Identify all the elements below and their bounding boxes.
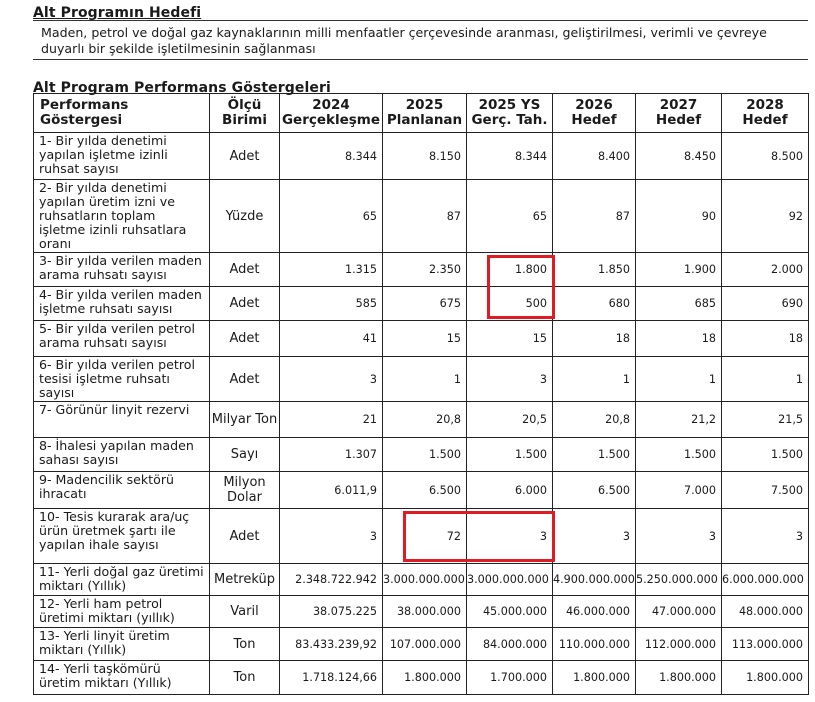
header-2026-target: 2026 Hedef: [553, 94, 636, 133]
value-cell: 3: [280, 509, 383, 564]
unit-cell: Sayı: [210, 438, 280, 472]
value-cell: 2.000: [722, 253, 809, 287]
value-cell: 3: [722, 509, 809, 564]
value-cell: 7.500: [722, 472, 809, 509]
table-row: [34, 438, 809, 472]
value-cell: 107.000.000: [383, 628, 467, 661]
value-cell: 1.500: [553, 438, 636, 472]
value-cell: 18: [553, 321, 636, 357]
value-cell: 15: [383, 321, 467, 357]
table-row: [34, 133, 809, 180]
value-cell: 112.000.000: [636, 628, 722, 661]
table-row: [34, 628, 809, 661]
value-cell: 8.450: [636, 133, 722, 180]
value-cell: 1.718.124,66: [280, 661, 383, 695]
value-cell: 1.315: [280, 253, 383, 287]
value-cell: 1: [553, 357, 636, 402]
value-cell: 87: [383, 180, 467, 253]
value-cell: 1.800: [467, 253, 553, 287]
value-cell: 1: [383, 357, 467, 402]
value-cell: 18: [636, 321, 722, 357]
value-cell: 1: [722, 357, 809, 402]
value-cell: 21: [280, 402, 383, 438]
header-2028-target: 2028 Hedef: [722, 94, 809, 133]
value-cell: 38.000.000: [383, 596, 467, 628]
table-row: [34, 321, 809, 357]
indicator-name-cell: 12- Yerli ham petrol üretimi miktarı (yıllık): [34, 596, 210, 628]
value-cell: 1.800.000: [636, 661, 722, 695]
value-cell: 46.000.000: [553, 596, 636, 628]
value-cell: 6.500: [383, 472, 467, 509]
value-cell: 8.150: [383, 133, 467, 180]
indicator-name-cell: 14- Yerli taşkömürü üretim miktarı (Yıllık): [34, 661, 210, 695]
unit-cell: Adet: [210, 287, 280, 321]
value-cell: 1.500: [722, 438, 809, 472]
value-cell: 8.400: [553, 133, 636, 180]
header-2025-estimate: 2025 YS Gerç. Tah.: [467, 94, 553, 133]
unit-cell: Adet: [210, 133, 280, 180]
unit-cell: Adet: [210, 321, 280, 357]
header-2024-actual: 2024 Gerçekleşme: [280, 94, 383, 133]
value-cell: 6.000: [467, 472, 553, 509]
value-cell: 680: [553, 287, 636, 321]
indicator-name-cell: 5- Bir yılda verilen petrol arama ruhsatı sayısı: [34, 321, 210, 357]
performance-indicators-table: [33, 93, 809, 695]
value-cell: 3.000.000.000: [383, 564, 467, 596]
value-cell: 90: [636, 180, 722, 253]
table-row: [34, 661, 809, 695]
unit-cell: Ton: [210, 661, 280, 695]
value-cell: 1.500: [636, 438, 722, 472]
value-cell: 110.000.000: [553, 628, 636, 661]
value-cell: 92: [722, 180, 809, 253]
value-cell: 6.000.000.000: [722, 564, 809, 596]
value-cell: 1.850: [553, 253, 636, 287]
value-cell: 1.800.000: [722, 661, 809, 695]
value-cell: 1.700.000: [467, 661, 553, 695]
value-cell: 3: [636, 509, 722, 564]
value-cell: 84.000.000: [467, 628, 553, 661]
value-cell: 675: [383, 287, 467, 321]
value-cell: 65: [467, 180, 553, 253]
value-cell: 1.500: [467, 438, 553, 472]
value-cell: 72: [383, 509, 467, 564]
unit-cell: Metreküp: [210, 564, 280, 596]
value-cell: 3: [467, 357, 553, 402]
unit-cell: Varil: [210, 596, 280, 628]
value-cell: 1.307: [280, 438, 383, 472]
indicator-name-cell: 8- İhalesi yapılan maden sahası sayısı: [34, 438, 210, 472]
indicator-name-cell: 4- Bir yılda verilen maden işletme ruhsatı sayısı: [34, 287, 210, 321]
header-2025-planned: 2025 Planlanan: [383, 94, 467, 133]
indicator-name-cell: 11- Yerli doğal gaz üretimi miktarı (Yıllık): [34, 564, 210, 596]
header-2027-target: 2027 Hedef: [636, 94, 722, 133]
value-cell: 83.433.239,92: [280, 628, 383, 661]
table-row: [34, 509, 809, 564]
value-cell: 3: [467, 509, 553, 564]
value-cell: 585: [280, 287, 383, 321]
subprogram-goal-box: [33, 20, 808, 60]
table-row: [34, 180, 809, 253]
value-cell: 48.000.000: [722, 596, 809, 628]
value-cell: 20,5: [467, 402, 553, 438]
value-cell: 113.000.000: [722, 628, 809, 661]
unit-cell: Ton: [210, 628, 280, 661]
unit-cell: Adet: [210, 357, 280, 402]
value-cell: 3.000.000.000: [467, 564, 553, 596]
value-cell: 1.800.000: [383, 661, 467, 695]
indicator-name-cell: 3- Bir yılda verilen maden arama ruhsatı sayısı: [34, 253, 210, 287]
subprogram-goal-text: Maden, petrol ve doğal gaz kaynaklarının milli menfaatler çerçevesinde aranması, geliştirilmesi, verimli ve çevreye duyarlı bir şekilde işletilmesinin sağlanması: [41, 25, 767, 56]
value-cell: 3: [553, 509, 636, 564]
value-cell: 4.900.000.000: [553, 564, 636, 596]
value-cell: 47.000.000: [636, 596, 722, 628]
subprogram-goal-title: Alt Programın Hedefi: [33, 5, 202, 21]
unit-cell: Adet: [210, 253, 280, 287]
value-cell: 18: [722, 321, 809, 357]
table-row: [34, 402, 809, 438]
unit-cell: Yüzde: [210, 180, 280, 253]
value-cell: 3: [280, 357, 383, 402]
unit-cell: Milyon Dolar: [210, 472, 280, 509]
header-indicator: Performans Göstergesi: [34, 94, 210, 133]
indicator-name-cell: 2- Bir yılda denetimi yapılan üretim izni ve ruhsatların toplam işletme izinli ruhsatlara oranı: [34, 180, 210, 253]
value-cell: 6.011,9: [280, 472, 383, 509]
value-cell: 690: [722, 287, 809, 321]
value-cell: 5.250.000.000: [636, 564, 722, 596]
table-row: [34, 564, 809, 596]
indicator-name-cell: 13- Yerli linyit üretim miktarı (Yıllık): [34, 628, 210, 661]
value-cell: 1.500: [383, 438, 467, 472]
indicator-name-cell: 1- Bir yılda denetimi yapılan işletme izinli ruhsat sayısı: [34, 133, 210, 180]
header-unit: Ölçü Birimi: [210, 94, 280, 133]
value-cell: 500: [467, 287, 553, 321]
indicator-name-cell: 9- Madencilik sektörü ihracatı: [34, 472, 210, 509]
table-row: [34, 596, 809, 628]
table-row: [34, 253, 809, 287]
value-cell: 6.500: [553, 472, 636, 509]
value-cell: 7.000: [636, 472, 722, 509]
indicator-name-cell: 7- Görünür linyit rezervi: [34, 402, 210, 438]
value-cell: 8.344: [280, 133, 383, 180]
table-row: [34, 472, 809, 509]
indicator-name-cell: 10- Tesis kurarak ara/uç ürün üretmek şartı ile yapılan ihale sayısı: [34, 509, 210, 564]
table-row: [34, 287, 809, 321]
value-cell: 21,2: [636, 402, 722, 438]
table-header-row: [34, 94, 809, 133]
value-cell: 1: [636, 357, 722, 402]
value-cell: 2.350: [383, 253, 467, 287]
value-cell: 20,8: [383, 402, 467, 438]
value-cell: 1.800.000: [553, 661, 636, 695]
value-cell: 1.900: [636, 253, 722, 287]
unit-cell: Adet: [210, 509, 280, 564]
value-cell: 20,8: [553, 402, 636, 438]
value-cell: 45.000.000: [467, 596, 553, 628]
value-cell: 87: [553, 180, 636, 253]
value-cell: 21,5: [722, 402, 809, 438]
value-cell: 2.348.722.942: [280, 564, 383, 596]
value-cell: 15: [467, 321, 553, 357]
value-cell: 38.075.225: [280, 596, 383, 628]
value-cell: 8.500: [722, 133, 809, 180]
table-row: [34, 357, 809, 402]
unit-cell: Milyar Ton: [210, 402, 280, 438]
value-cell: 8.344: [467, 133, 553, 180]
indicators-table-title: Alt Program Performans Göstergeleri: [33, 80, 331, 96]
value-cell: 65: [280, 180, 383, 253]
value-cell: 41: [280, 321, 383, 357]
indicator-name-cell: 6- Bir yılda verilen petrol tesisi işletme ruhsatı sayısı: [34, 357, 210, 402]
value-cell: 685: [636, 287, 722, 321]
